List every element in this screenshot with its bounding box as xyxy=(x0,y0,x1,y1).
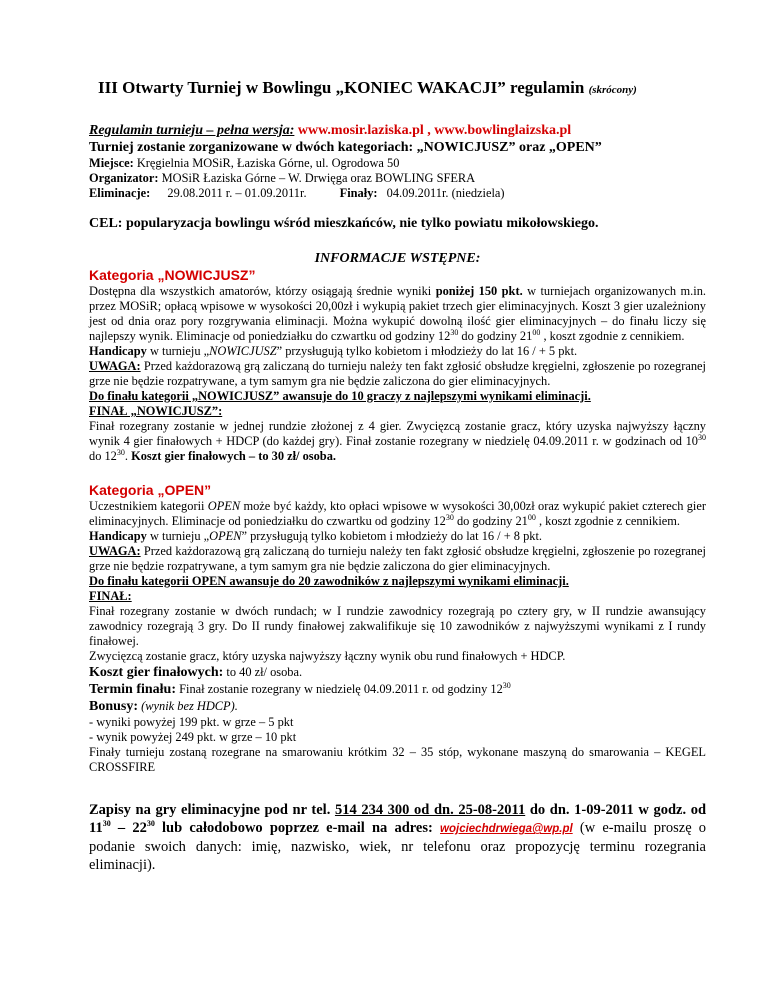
bonus-label: Bonusy: xyxy=(89,699,139,714)
sup-time: 30 xyxy=(450,327,459,337)
title-main: III Otwarty Turniej w Bowlingu „KONIEC WAKACJI” regulamin xyxy=(98,78,585,97)
cost-value: to 40 zł/ osoba. xyxy=(226,665,303,679)
open-heading: Kategoria „OPEN” xyxy=(89,482,212,498)
open-cost xyxy=(89,664,706,681)
nowicjusz-warning xyxy=(89,359,706,389)
open-winner-text: Zwycięzcą zostanie gracz, który uzyska najwyższy łączny wynik obu rund finałowych + HDCP. xyxy=(89,649,566,663)
sup-time: 30 xyxy=(146,819,155,829)
open-text-a: Uczestnikiem kategorii xyxy=(89,499,205,513)
open-text-c: do godziny 21 xyxy=(456,514,528,528)
nowicjusz-final-heading: FINAŁ „NOWICJUSZ”: xyxy=(89,404,223,418)
signup-text-a: Zapisy na gry eliminacyjne pod nr tel. xyxy=(89,802,331,818)
handicap-label: Handicapy xyxy=(89,529,147,543)
bonus-item: - wyniki powyżej 199 pkt. w grze – 5 pkt xyxy=(89,715,294,729)
open-text-d: , koszt zgodnie z cennikiem. xyxy=(538,514,681,528)
open-warning xyxy=(89,544,706,574)
open-advance: Do finału kategorii OPEN awansuje do 20 zawodników z najlepszymi wynikami eliminacji. xyxy=(89,574,569,588)
nowicjusz-text-c: w turniejach organizowanych m.in. przez MOSiR; opłacą wpisowe w wysokości 20,00zł i wykupią pakiet trzech gier eliminacyjnych. Koszt 3 gier uzależniony jest od dnia oraz pory rozgrywania eliminacji. Można wykupić dowolną ilość gier eliminacyjnych – do finału liczy się najlepszy wynik. Eliminacje od poniedziałku do czwartku od godziny 12 xyxy=(89,284,706,343)
place-label: Miejsce: xyxy=(89,156,134,170)
title-small: (skrócony) xyxy=(588,84,637,96)
nowicjusz-text-d: do godziny 21 xyxy=(461,329,533,343)
signup-text-e: (w e-mailu proszę o podanie swoich danych: imię, nazwisko, wiek, nr telefonu oraz propozycję terminu rozegrania eliminacji). xyxy=(89,820,707,873)
open-bonus xyxy=(89,698,706,715)
intro-heading: INFORMACJE WSTĘPNE: xyxy=(314,251,481,266)
sup-time: 30 xyxy=(698,432,706,442)
dates-line xyxy=(89,186,706,201)
open-final-heading: FINAŁ: xyxy=(89,589,132,603)
website-links[interactable]: www.mosir.laziska.pl , www.bowlinglaizska.pl xyxy=(297,123,572,138)
nowicjusz-text-e: , koszt zgodnie z cennikiem. xyxy=(543,329,685,343)
warning-label: UWAGA: xyxy=(89,544,141,558)
term-label: Termin finału: xyxy=(89,682,176,697)
handicap-category: NOWICJUSZ xyxy=(209,344,277,358)
categories-line: Turniej zostanie zorganizowane w dwóch kategoriach: „NOWICJUSZ” oraz „OPEN” xyxy=(89,140,602,155)
sup-time: 00 xyxy=(527,512,536,522)
final-text-a: Finał rozegrany zostanie w jednej rundzie złożonej z 4 gier. Zwycięzcą zostanie gracz, który uzyska najwyższy łączny wynik 4 gier finałowych + HDCP (do każdej gry). Finał zostanie rozegrany w niedzielę 04.09.2011 r. w godzinach od 10 xyxy=(89,419,706,448)
bonus-item: - wynik powyżej 249 pkt. w grze – 10 pkt xyxy=(89,730,297,744)
oil-pattern-text: Finały turnieju zostaną rozegrane na smarowaniu krótkim 32 – 35 stóp, wykonane maszyną do smarowania – KEGEL CROSSFIRE xyxy=(89,745,706,774)
email-link[interactable]: wojciechdrwiega@wp.pl xyxy=(440,823,573,835)
nowicjusz-heading: Kategoria „NOWICJUSZ” xyxy=(89,267,256,283)
nowicjusz-description xyxy=(89,284,706,344)
sup-time: 30 xyxy=(445,512,454,522)
elimination-label: Eliminacje: xyxy=(89,186,151,200)
signup-text xyxy=(89,801,706,874)
final-text-b: do 12 xyxy=(89,449,117,463)
elimination-dates: 29.08.2011 r. – 01.09.2011r. xyxy=(167,186,307,200)
open-handicap xyxy=(89,529,706,544)
handicap-text-b: ” przysługują tylko kobietom i młodzieży do lat 16 / + 5 pkt. xyxy=(276,344,578,358)
final-date: 04.09.2011r. (niedziela) xyxy=(386,186,505,200)
sup-time: 30 xyxy=(116,447,125,457)
final-cost: Koszt gier finałowych – to 30 zł/ osoba. xyxy=(131,449,336,463)
nowicjusz-threshold: poniżej 150 pkt. xyxy=(435,284,523,298)
warning-label: UWAGA: xyxy=(89,359,141,373)
organizer-value: MOSiR Łaziska Górne – W. Drwięga oraz BOWLING SFERA xyxy=(161,171,476,185)
handicap-category: OPEN xyxy=(209,529,242,543)
final-label: Finały: xyxy=(339,186,378,200)
place-value: Kręgielnia MOSiR, Łaziska Górne, ul. Ogrodowa 50 xyxy=(136,156,400,170)
sup-time: 30 xyxy=(102,819,111,829)
sup-time: 30 xyxy=(502,680,511,690)
handicap-text-a: w turnieju „ xyxy=(149,344,210,358)
nowicjusz-advance: Do finału kategorii „NOWICJUSZ” awansuje do 10 graczy z najlepszymi wynikami eliminacji. xyxy=(89,389,591,403)
handicap-label: Handicapy xyxy=(89,344,147,358)
open-text-b: może być każdy, kto opłaci wpisowe w wysokości 30,00zł oraz wykupić pakiet czterech gier eliminacyjnych. Eliminacje od poniedziałku do czwartku od godziny 12 xyxy=(89,499,706,528)
open-category: OPEN xyxy=(207,499,241,513)
handicap-text-a: w turnieju „ xyxy=(149,529,210,543)
signup-text-b: do dn. 1-09-2011 w godz. od 11 xyxy=(89,802,707,836)
document-title xyxy=(98,78,706,100)
handicap-text-b: ” przysługują tylko kobietom i młodzieży do lat 16 / + 8 pkt. xyxy=(241,529,543,543)
nowicjusz-text-a: Dostępna dla wszystkich amatorów, którzy osiągają średnie wyniki xyxy=(89,284,432,298)
goal-statement: CEL: popularyzacja bowlingu wśród mieszkańców, nie tylko powiatu mikołowskiego. xyxy=(89,216,599,231)
sup-time: 00 xyxy=(532,327,541,337)
warning-text: Przed każdorazową grą zaliczaną do turnieju należy ten fakt zgłosić obsłudze kręgielni, zgłoszenie po rozegranej grze nie będzie rozpatrywane, a tym samym gra nie będzie zaliczona do gier eliminacyjnych. xyxy=(89,359,707,388)
bonus-note: (wynik bez HDCP). xyxy=(141,699,238,713)
signup-phone: 514 234 300 od dn. 25-08-2011 xyxy=(334,802,526,818)
nowicjusz-final-text: Finał rozegrany zostanie w jednej rundzie złożonej z 4 gier. Zwycięzcą zostanie gracz, który uzyska najwyższy łączny wynik 4 gier finałowych + HDCP (do każdej gry). Finał zostanie rozegrany w niedzielę 04.09.2011 r. w godzinach od $10^{30}$ do $12^{30}$. Koszt gier finałowych – to 30 zł/ osoba. xyxy=(89,419,706,463)
organizer-label: Organizator: xyxy=(89,171,159,185)
nowicjusz-handicap xyxy=(89,344,706,359)
cost-label: Koszt gier finałowych: xyxy=(89,665,224,680)
open-final-text: Finał rozegrany zostanie w dwóch rundach; w I rundzie zawodnicy rozegrają po cztery gry, w II rundzie awansujący zawodnicy rozegrają 3 gry. Do II rundy finałowej zakwalifikuje się 10 zawodników z najwyższymi wynikami z I rundy finałowej. xyxy=(89,604,706,648)
open-description xyxy=(89,499,706,529)
warning-text: Przed każdorazową grą zaliczaną do turnieju należy ten fakt zgłosić obsłudze kręgielni, zgłoszenie po rozegranej grze nie będzie rozpatrywane, a tym samym gra nie będzie zaliczona do gier eliminacyjnych. xyxy=(89,544,707,573)
signup-text-c: – 22 xyxy=(117,820,147,836)
term-value: Finał zostanie rozegrany w niedzielę 04.09.2011 r. od godziny 12 xyxy=(179,682,503,696)
signup-text-d: lub całodobowo poprzez e-mail na adres: xyxy=(162,820,433,836)
place-line xyxy=(89,156,706,171)
full-version-label: Regulamin turnieju – pełna wersja: xyxy=(89,123,295,138)
full-version-line xyxy=(89,122,706,139)
open-term xyxy=(89,681,706,698)
organizer-line xyxy=(89,171,706,186)
